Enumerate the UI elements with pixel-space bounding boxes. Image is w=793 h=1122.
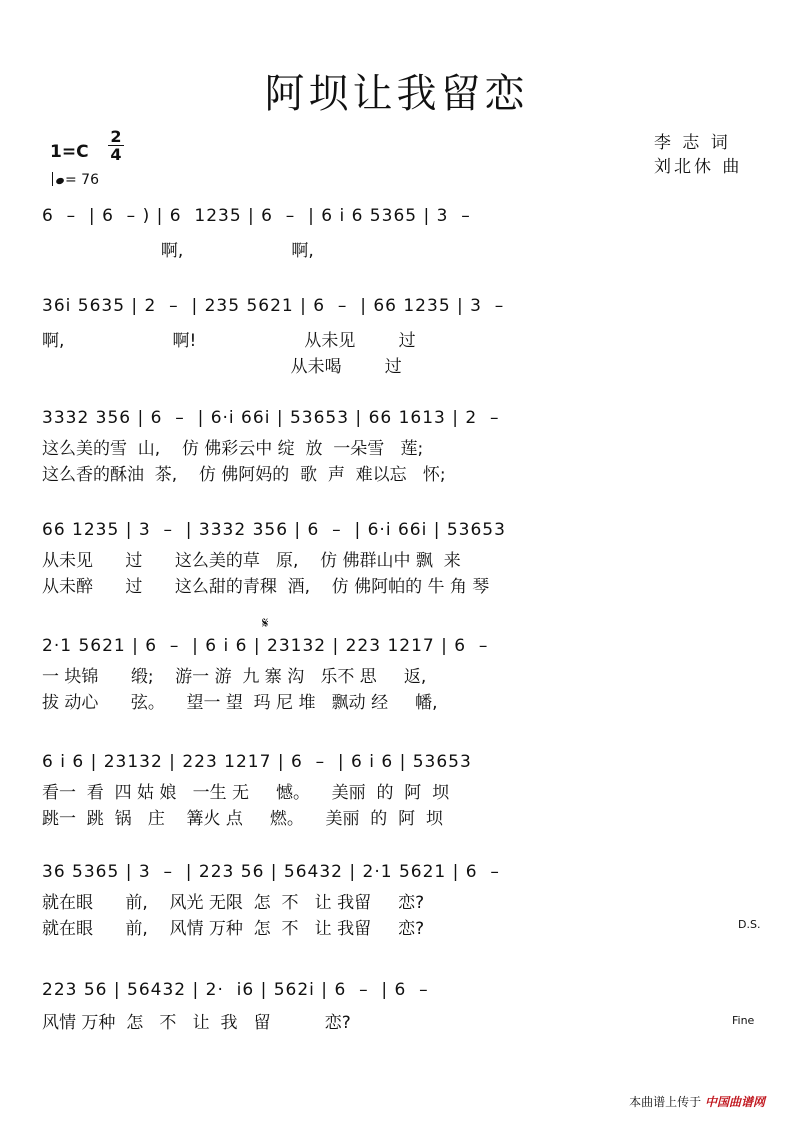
segno-sign: 𝄋: [262, 614, 269, 632]
lyrics-verse-1: 风情 万种 怎 不 让 我 留 恋?: [42, 1013, 351, 1033]
ds-marking: D.S.: [738, 918, 761, 931]
lyrics-verse-2: 从未醉 过 这么甜的青稞 酒, 仿 佛阿帕的 牛 角 琴: [42, 577, 490, 597]
system-3: [0, 408, 793, 518]
lyrics-verse-1: 这么美的雪 山, 仿 佛彩云中 绽 放 一朵雪 莲;: [42, 439, 424, 459]
site-logo: 中国曲谱网: [704, 1095, 765, 1109]
lyrics-verse-2: 从未喝 过: [42, 357, 402, 377]
lyrics-verse-1: 一 块锦 缎; 游一 游 九 寨 沟 乐不 思 返,: [42, 667, 427, 687]
lyrics-verse-1: 看一 看 四 姑 娘 一生 无 憾。 美丽 的 阿 坝: [42, 783, 450, 803]
time-signature-bottom: 4: [108, 145, 124, 163]
tempo-marking: [52, 172, 99, 188]
fine-marking: Fine: [732, 1014, 755, 1027]
system-7: [0, 862, 793, 972]
lyricist-credit: 李 志 词: [654, 133, 731, 153]
lyrics-verse-1: 从未见 过 这么美的草 原, 仿 佛群山中 飘 来: [42, 551, 461, 571]
composer-credit: 刘北休 曲: [654, 157, 743, 177]
notes-line: 36i 5635 | 2 – | 235 5621 | 6 – | 66 1235 | 3 –: [42, 296, 505, 316]
system-6: [0, 752, 793, 862]
time-signature: [108, 128, 124, 163]
notes-line: 6 – | 6 – ) | 6 1235 | 6 – | 6 i 6 5365 | 3 –: [42, 206, 471, 226]
footer-credit: [629, 1093, 765, 1110]
lyrics-verse-1: 啊, 啊,: [42, 241, 314, 261]
notes-line: 66 1235 | 3 – | 3332 356 | 6 – | 6·i 66i | 53653: [42, 520, 506, 540]
footer-text: 本曲谱上传于: [629, 1095, 702, 1109]
system-8: [0, 980, 793, 1090]
notes-line: 3332 356 | 6 – | 6·i 66i | 53653 | 66 1613 | 2 –: [42, 408, 500, 428]
lyrics-verse-1: 就在眼 前, 风光 无限 怎 不 让 我留 恋?: [42, 893, 425, 913]
system-2: [0, 296, 793, 406]
system-5: [0, 636, 793, 746]
system-4: [0, 520, 793, 630]
quarter-note-stem: [52, 172, 53, 186]
lyrics-verse-2: 这么香的酥油 茶, 仿 佛阿妈的 歌 声 难以忘 怀;: [42, 465, 446, 485]
lyrics-verse-1: 啊, 啊! 从未见 过: [42, 331, 416, 351]
notes-line: 36 5365 | 3 – | 223 56 | 56432 | 2·1 5621 | 6 –: [42, 862, 500, 882]
lyrics-verse-2: 跳一 跳 锅 庄 篝火 点 燃。 美丽 的 阿 坝: [42, 809, 443, 829]
lyrics-verse-2: 就在眼 前, 风情 万种 怎 不 让 我留 恋?: [42, 919, 425, 939]
notes-line: 2·1 5621 | 6 – | 6 i 6 | 23132 | 223 1217 | 6 –: [42, 636, 489, 656]
notes-line: 6 i 6 | 23132 | 223 1217 | 6 – | 6 i 6 | 53653: [42, 752, 472, 772]
key-signature: 1=C: [50, 142, 89, 162]
notes-line: 223 56 | 56432 | 2· i6 | 562i | 6 – | 6 –: [42, 980, 429, 1000]
tempo-value: = 76: [65, 172, 99, 188]
time-signature-top: 2: [110, 127, 122, 146]
quarter-note-icon: [55, 177, 65, 185]
lyrics-verse-2: 拔 动心 弦。 望一 望 玛 尼 堆 飘动 经 幡,: [42, 693, 438, 713]
song-title: 阿坝让我留恋: [264, 71, 529, 117]
